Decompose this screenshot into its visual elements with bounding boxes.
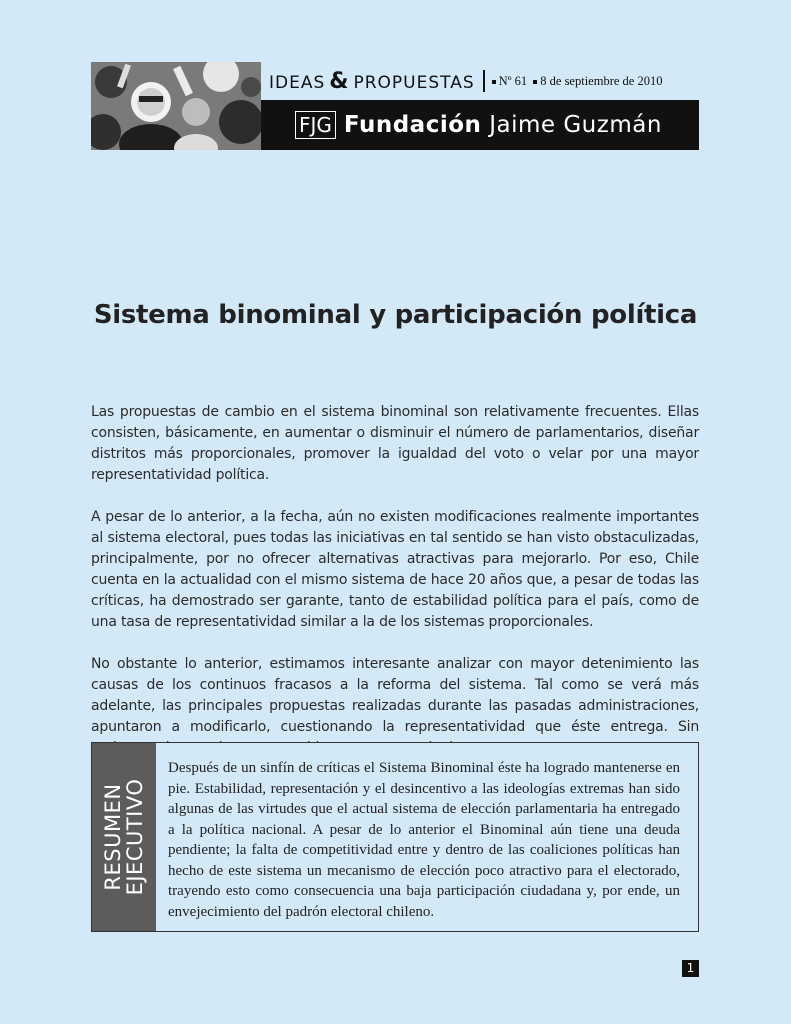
foundation-name [344,112,662,138]
foundation-name-first: Fundación [343,112,482,138]
summary-label-panel [92,743,156,931]
issue-number: Nº 61 [498,73,528,88]
document-body [91,402,699,780]
page-number: 1 [682,960,699,977]
issue-date: 8 de septiembre de 2010 [540,73,663,88]
header-divider [483,70,485,92]
bullet-icon [533,80,537,84]
header [91,62,699,150]
header-photo [91,62,261,150]
summary-text: Después de un sinfín de críticas el Sistema Binominal éste ha logrado mantenerse en pie. Estabilidad, representación y el desincentivo a las ideologías extremas han sido algunas de las virtudes que el actual sistema de elección parlamentaria ha entregado a la política nacional. A pesar de lo anterior el Binominal aún tiene una deuda pendiente; la falta de competitividad entre y dentro de las coaliciones políticas han hecho de este sistema un mecanismo de elección poco atractivo para el electorado, trayendo esto como consecuencia una baja participación ciudadana y, por ende, un envejecimiento del padrón electoral chileno. [168,760,680,920]
issue-meta [489,74,663,89]
fjg-logo: FJG [295,111,336,139]
foundation-name-rest: Jaime Guzmán [489,112,662,138]
summary-label-line1: RESUMEN [101,783,125,891]
executive-summary-box [91,742,699,932]
series-ideas: IDEAS [269,72,326,93]
series-propuestas: PROPUESTAS [353,72,475,93]
body-paragraph: No obstante lo anterior, estimamos interesante analizar con mayor detenimiento las causas de los continuos fracasos a la reforma del sistema. Tal como se verá más adelante, las principales propuestas realizadas durante las pasadas administraciones, apuntaron a modificarlo, cuestionando la representatividad que éste entrega. Sin [91,656,699,735]
crowd-photo-image [91,62,261,150]
document-title: Sistema binominal y participación política [93,300,698,330]
summary-label [102,779,146,896]
bullet-icon [492,80,496,84]
body-paragraph: A pesar de lo anterior, a la fecha, aún no existen modificaciones realmente importantes al sistema electoral, pues todas las iniciativas en tal sentido se han visto obstaculizadas, principalmente, por no ofrecer alternativas atractivas para mejorarlo. Por eso, Chile cuenta en la actualidad con el mismo sistema de hace 20 años que, a pesar de todas las críticas, ha demostrado ser garante, tanto de estabilidad política para el país, como de una tasa de representatividad similar a la de los sistemas proporcionales. [91,509,699,630]
body-paragraph: Las propuestas de cambio en el sistema binominal son relativamente frecuentes. Ellas consisten, básicamente, en aumentar o disminuir el número de parlamentarios, diseñar distritos más proporcionales, promover la igualdad del voto o velar por una mayor representatividad política. [91,404,699,483]
header-series-line [261,62,699,100]
foundation-bar [261,100,699,150]
summary-label-line2: EJECUTIVO [123,778,147,896]
series-name [261,69,475,94]
series-ampersand: & [329,68,350,94]
